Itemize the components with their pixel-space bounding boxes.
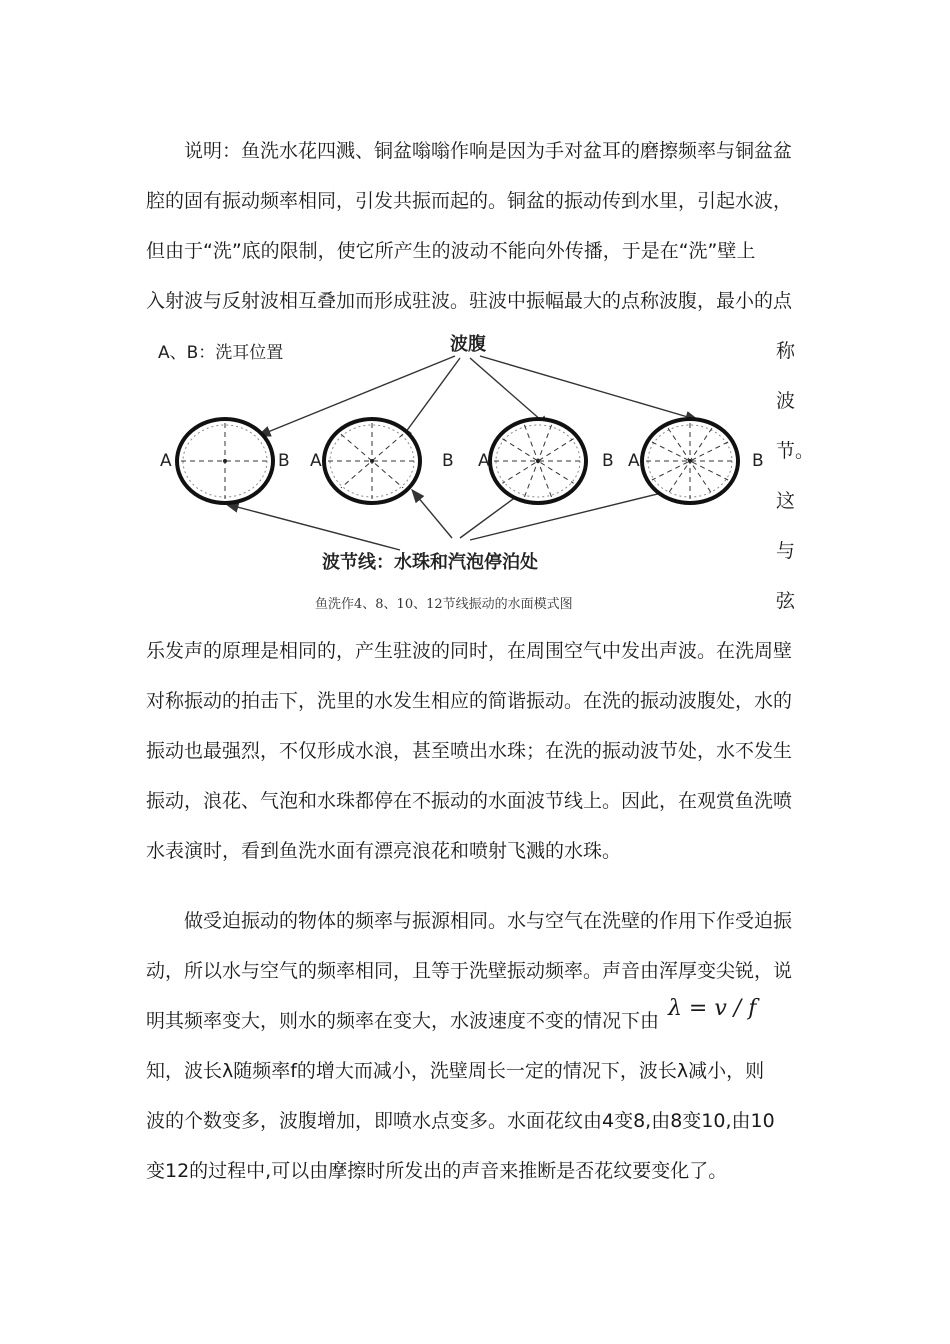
- para1-line8: 振动，浪花、气泡和水珠都停在不振动的水面波节线上。因此，在观赏鱼洗喷: [146, 790, 793, 812]
- point-label-a3: A: [478, 451, 490, 471]
- wrap-char-5: 与: [776, 540, 796, 562]
- para1-line5: 乐发声的原理是相同的，产生驻波的同时，在周围空气中发出声波。在洗周壁: [146, 640, 793, 662]
- para2-line1: 做受迫振动的物体的频率与振源相同。水与空气在洗壁的作用下作受迫振: [184, 910, 793, 932]
- basin-3: [490, 419, 586, 503]
- point-label-b4: B: [752, 451, 764, 471]
- antinode-arrow-2: [400, 358, 460, 440]
- label-nodeline: 波节线：水珠和汽泡停泊处: [322, 552, 538, 573]
- basin-2: [324, 419, 420, 503]
- nodeline-arrow-4: [470, 488, 682, 540]
- wrap-char-2: 波: [776, 390, 796, 412]
- wavelength-formula: λ = v / f: [668, 996, 757, 1021]
- basin-diagrams: [177, 419, 738, 503]
- para1-line3: 但由于“洗”底的限制，使它所产生的波动不能向外传播，于是在“洗”壁上: [146, 240, 756, 262]
- point-label-b2: B: [442, 451, 454, 471]
- antinode-arrows: [258, 356, 698, 440]
- para1-line7: 振动也最强烈，不仅形成水浪，甚至喷出水珠；在洗的振动波节处，水不发生: [146, 740, 793, 762]
- nodeline-arrow-1: [226, 504, 400, 550]
- point-label-a2: A: [310, 451, 322, 471]
- para1-line4: 入射波与反射波相互叠加而形成驻波。驻波中振幅最大的点称波腹，最小的点: [146, 290, 793, 312]
- basin-center: [536, 459, 540, 463]
- wrap-char-4: 这: [776, 490, 796, 512]
- figure-caption: 鱼洗作4、8、10、12节线振动的水面模式图: [315, 597, 573, 612]
- legend-ab: A、B：洗耳位置: [158, 343, 284, 363]
- basin-center: [223, 459, 227, 463]
- nodeline-arrow-2: [412, 490, 452, 538]
- nodeline-arrows: [226, 488, 682, 550]
- wrap-char-6: 弦: [776, 590, 796, 612]
- wrap-char-3: 节。: [776, 440, 815, 462]
- para1-line9: 水表演时，看到鱼洗水面有漂亮浪花和喷射飞溅的水珠。: [146, 840, 622, 862]
- para2-line2: 动，所以水与空气的频率相同，且等于洗壁振动频率。声音由浑厚变尖锐，说: [146, 960, 793, 982]
- basin-center: [370, 459, 374, 463]
- antinode-arrow-4: [480, 356, 698, 420]
- para2-line4: 知，波长λ随频率f的增大而减小，洗壁周长一定的情况下，波长λ减小，则: [146, 1060, 765, 1082]
- para1-line1: 说明：鱼洗水花四溅、铜盆嗡嗡作响是因为手对盆耳的磨擦频率与铜盆盆: [184, 140, 793, 162]
- standing-wave-figure: [150, 328, 790, 618]
- basin-4: [642, 419, 738, 503]
- wrap-char-1: 称: [776, 340, 796, 362]
- para2-line3: 明其频率变大，则水的频率在变大，水波速度不变的情况下由: [146, 1010, 660, 1032]
- point-label-b3: B: [602, 451, 614, 471]
- basin-center: [688, 459, 692, 463]
- point-label-a4: A: [628, 451, 640, 471]
- label-antinode: 波腹: [450, 334, 486, 355]
- para2-line5: 波的个数变多，波腹增加，即喷水点变多。水面花纹由4变8,由8变10,由10: [146, 1110, 775, 1132]
- para1-line6: 对称振动的拍击下，洗里的水发生相应的简谐振动。在洗的振动波腹处，水的: [146, 690, 793, 712]
- point-label-a1: A: [160, 451, 172, 471]
- para2-line6: 变12的过程中,可以由摩擦时所发出的声音来推断是否花纹要变化了。: [146, 1160, 728, 1182]
- point-label-b1: B: [278, 451, 290, 471]
- figure-svg: [150, 328, 790, 618]
- para1-line2: 腔的固有振动频率相同，引发共振而起的。铜盆的振动传到水里，引起水波，: [146, 190, 793, 212]
- basin-1: [177, 419, 273, 503]
